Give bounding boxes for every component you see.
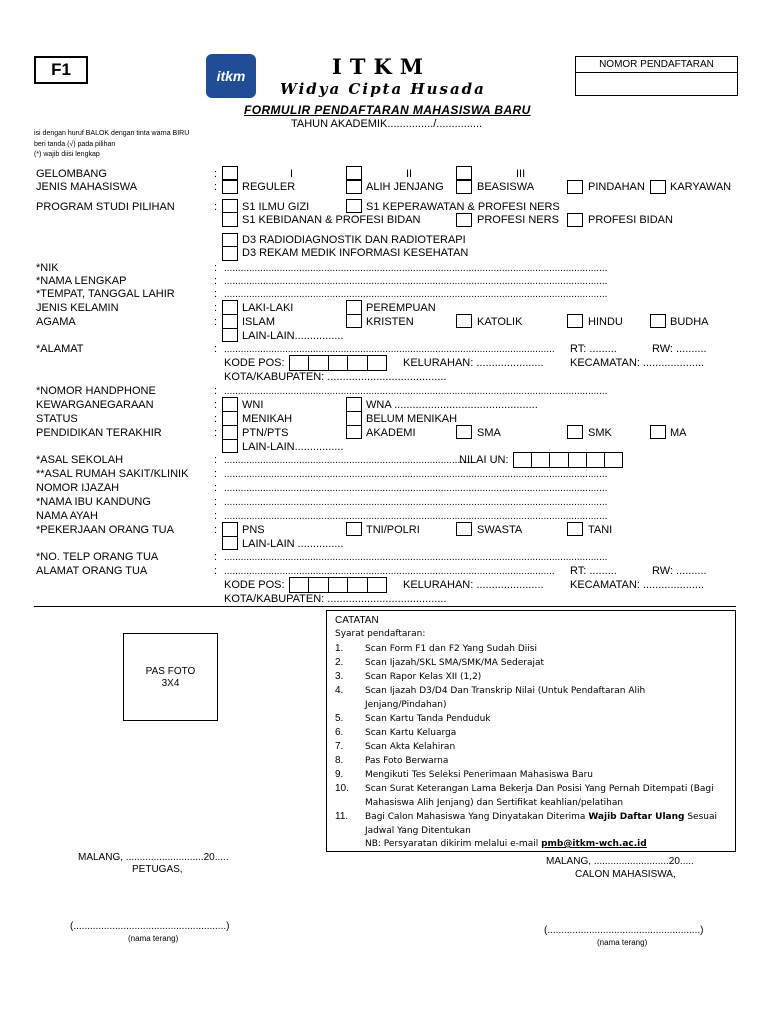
checkbox-reguler[interactable] [222, 180, 238, 194]
rw-field[interactable]: RW: .......... [652, 343, 707, 355]
instruction-2: beri tanda (√) pada pilihan [34, 141, 116, 148]
note-num: 5. [335, 713, 344, 724]
checkbox-smk[interactable] [567, 425, 583, 439]
note-item: Scan Ijazah D3/D4 Dan Transkrip Nilai (Untuk Pendaftaran Alih [365, 686, 646, 696]
colon: : [214, 288, 218, 300]
colon: : [214, 551, 218, 563]
label-jenis-kelamin: JENIS KELAMIN [36, 302, 119, 314]
reguler-label: REGULER [242, 181, 296, 193]
note-item: Mengikuti Tes Seleksi Penerimaan Mahasiswa Baru [365, 770, 594, 780]
right-place-date[interactable]: MALANG, ...........................20..... [546, 856, 694, 867]
kode-pos-boxes[interactable] [289, 355, 387, 371]
menikah-label: MENIKAH [242, 413, 293, 425]
label-telp-ortu: *NO. TELP ORANG TUA [36, 551, 159, 563]
checkbox-d3[interactable] [222, 233, 238, 261]
kota-ortu-field[interactable]: KOTA/KABUPATEN: ....................................... [224, 593, 447, 605]
kode-pos-label: KODE POS: [224, 357, 285, 369]
ma-label: MA [670, 427, 687, 439]
institution-subtitle: Widya Cipta Husada [280, 80, 486, 98]
colon: : [214, 302, 218, 314]
kelurahan-ortu-field[interactable]: KELURAHAN: ...................... [403, 579, 544, 591]
colon: : [214, 343, 218, 355]
label-status: STATUS [36, 413, 78, 425]
checkbox-swasta[interactable] [456, 522, 472, 536]
label-asal-rs: **ASAL RUMAH SAKIT/KLINIK [36, 468, 189, 480]
checkbox-budha[interactable] [650, 314, 666, 328]
nb-text: NB: Persyaratan dikirim melalui e-mail [365, 839, 539, 849]
photo-label: PAS FOTO [145, 666, 196, 677]
laki-laki-label: LAKI-LAKI [242, 302, 294, 314]
colon: : [214, 510, 218, 522]
checkbox-tani[interactable] [567, 522, 583, 536]
label-alamat-ortu: ALAMAT ORANG TUA [36, 565, 148, 577]
prodi-s1-kebidanan-label: S1 KEBIDANAN & PROFESI BIDAN [242, 214, 421, 226]
institution-name: ITKM [332, 54, 431, 79]
right-name-hint: (nama terang) [597, 938, 648, 947]
form-title: FORMULIR PENDAFTARAN MAHASISWA BARU [244, 103, 531, 117]
note-item: Scan Kartu Keluarga [365, 728, 457, 738]
note-item-text: Sesuai [687, 812, 718, 822]
checkbox-ma[interactable] [650, 425, 666, 439]
label-ttl: *TEMPAT, TANGGAL LAHIR [36, 288, 175, 300]
checkbox-profesi-ners[interactable] [456, 213, 472, 227]
label-program-studi: PROGRAM STUDI PILIHAN [36, 201, 175, 213]
checkbox-beasiswa[interactable] [456, 180, 472, 194]
label-kewarganegaraan: KEWARGANEGARAAN [36, 399, 154, 411]
note-item: Scan Rapor Kelas XII (1,2) [365, 672, 482, 682]
karyawan-label: KARYAWAN [670, 181, 732, 193]
ijazah-field[interactable]: .......................................................................................................................................... [224, 483, 608, 494]
note-item: Scan Ijazah/SKL SMA/SMK/MA Sederajat [365, 658, 544, 668]
note-item-cont: Jenjang/Pindahan) [365, 700, 447, 710]
tani-label: TANI [588, 524, 613, 536]
alih-jenjang-label: ALIH JENJANG [366, 181, 444, 193]
colon: : [214, 482, 218, 494]
pns-label: PNS [242, 524, 265, 536]
colon: : [214, 181, 218, 193]
pekerjaan-lain-label[interactable]: LAIN-LAIN ............... [242, 538, 344, 550]
label-pendidikan: PENDIDIKAN TERAKHIR [36, 427, 162, 439]
checkbox-laki-islam-lain[interactable] [222, 300, 238, 342]
right-sign-line[interactable]: (.......................................................) [544, 925, 704, 936]
colon: : [214, 385, 218, 397]
asal-sekolah-field[interactable]: .......................................................................................... [224, 455, 475, 466]
kode-pos-ortu-boxes[interactable] [289, 577, 387, 593]
kristen-label: KRISTEN [366, 316, 414, 328]
hp-field[interactable]: .......................................................................................................................................... [224, 386, 608, 397]
label-pekerjaan: *PEKERJAAN ORANG TUA [36, 524, 174, 536]
note-num: 3. [335, 671, 344, 682]
checkbox-karyawan[interactable] [650, 180, 666, 194]
checkbox-katolik[interactable] [456, 314, 472, 328]
label-jenis-mahasiswa: JENIS MAHASISWA [36, 181, 138, 193]
label-asal-sekolah: *ASAL SEKOLAH [36, 454, 124, 466]
checkbox-gelombang-3[interactable] [456, 166, 472, 180]
ayah-field[interactable]: .......................................................................................................................................... [224, 511, 608, 522]
colon: : [214, 427, 218, 439]
label-agama: AGAMA [36, 316, 76, 328]
checkbox-s1-gizi-kebidanan[interactable] [222, 199, 238, 227]
note-item: Scan Surat Keterangan Lama Bekerja Dan Posisi Yang Pernah Ditempati (Bagi [365, 784, 714, 794]
registration-number-box[interactable] [575, 56, 738, 96]
colon: : [214, 454, 218, 466]
gelombang-2-label: II [406, 168, 413, 180]
prodi-s1-gizi-label: S1 ILMU GIZI [242, 201, 310, 213]
islam-label: ISLAM [242, 316, 276, 328]
wna-label[interactable]: WNA ............................................... [366, 399, 538, 411]
nama-field[interactable]: .......................................................................................................................................... [224, 276, 608, 287]
note-item: Scan Kartu Tanda Penduduk [365, 714, 491, 724]
label-ijazah: NOMOR IJAZAH [36, 482, 120, 494]
ttl-field[interactable]: .......................................................................................................................................... [224, 289, 608, 300]
belum-menikah-label: BELUM MENIKAH [366, 413, 458, 425]
katolik-label: KATOLIK [477, 316, 523, 328]
notes-box [326, 610, 736, 852]
sma-label: SMA [477, 427, 501, 439]
smk-label: SMK [588, 427, 612, 439]
left-name-hint: (nama terang) [128, 934, 179, 943]
wni-label: WNI [242, 399, 264, 411]
note-item: Scan Form F1 dan F2 Yang Sudah Diisi [365, 644, 537, 654]
email-link[interactable]: pmb@itkm-wch.ac.id [541, 839, 647, 849]
prodi-profesi-bidan-label: PROFESI BIDAN [588, 214, 673, 226]
checkbox-profesi-bidan[interactable] [567, 213, 583, 227]
note-num: 8. [335, 755, 344, 766]
note-item-bold: Wajib Daftar Ulang [588, 812, 685, 822]
rw-ortu-field[interactable]: RW: .......... [652, 565, 707, 577]
colon: : [214, 316, 218, 328]
colon: : [214, 399, 218, 411]
kelurahan-field[interactable]: KELURAHAN: ...................... [403, 357, 544, 369]
asal-rs-field[interactable]: .......................................................................................................................................... [224, 469, 608, 480]
checkbox-s1-keperawatan[interactable] [346, 199, 362, 213]
notes-title: CATATAN [335, 615, 379, 626]
nilai-un-label: NILAI UN: [459, 454, 509, 466]
prodi-profesi-ners-label: PROFESI NERS [477, 214, 559, 226]
photo-box[interactable] [123, 633, 218, 721]
telp-ortu-field[interactable]: .......................................................................................................................................... [224, 552, 608, 563]
perempuan-label: PEREMPUAN [366, 302, 436, 314]
label-nik: *NIK [36, 262, 59, 274]
colon: : [214, 468, 218, 480]
note-num: 11. [335, 811, 349, 822]
colon: : [214, 413, 218, 425]
note-item-cont: Mahasiswa Alih Jenjang) dan Sertifikat keahlian/pelatihan [365, 798, 624, 808]
note-num: 6. [335, 727, 344, 738]
kode-pos-ortu-label: KODE POS: [224, 579, 285, 591]
rt-field[interactable]: RT: ......... [570, 343, 617, 355]
colon: : [214, 201, 218, 213]
instruction-1: isi dengan huruf BALOK dengan tinta warna BIRU [34, 130, 190, 137]
note-item-text: Bagi Calon Mahasiswa Yang Dinyatakan Diterima [365, 812, 586, 822]
left-sign-line[interactable]: (.......................................................) [70, 921, 230, 932]
left-place-date[interactable]: MALANG, ............................20..... [78, 852, 229, 863]
note-item [365, 812, 717, 823]
ptn-pts-label: PTN/PTS [242, 427, 289, 439]
prodi-d3-radio-label: D3 RADIODIAGNOSTIK DAN RADIOTERAPI [242, 234, 466, 246]
pindahan-label: PINDAHAN [588, 181, 645, 193]
notes-subtitle: Syarat pendaftaran: [335, 629, 426, 639]
beasiswa-label: BEASISWA [477, 181, 535, 193]
label-ayah: NAMA AYAH [36, 510, 98, 522]
ibu-field[interactable]: .......................................................................................................................................... [224, 497, 608, 508]
budha-label: BUDHA [670, 316, 709, 328]
right-role: CALON MAHASISWA, [575, 869, 676, 880]
agama-lain-label[interactable]: LAIN-LAIN................ [242, 330, 344, 342]
note-item: Scan Akta Kelahiran [365, 742, 456, 752]
note-num: 1. [335, 643, 344, 654]
alamat-ortu-field[interactable]: ....................................................................................................................... [224, 566, 555, 577]
tni-polri-label: TNI/POLRI [366, 524, 420, 536]
note-num: 7. [335, 741, 344, 752]
label-gelombang: GELOMBANG [36, 168, 107, 180]
pendidikan-lain-label[interactable]: LAIN-LAIN................ [242, 441, 344, 453]
left-role: PETUGAS, [132, 864, 183, 875]
kecamatan-ortu-field[interactable]: KECAMATAN: .................... [570, 579, 705, 591]
note-num: 10. [335, 783, 349, 794]
checkbox-alih-jenjang[interactable] [346, 180, 362, 194]
academic-year[interactable]: TAHUN AKADEMIK.............../............... [291, 118, 483, 130]
note-item-cont: Jadwal Yang Ditentukan [365, 826, 471, 836]
prodi-d3-rmik-label: D3 REKAM MEDIK INFORMASI KESEHATAN [242, 247, 469, 259]
label-alamat: *ALAMAT [36, 343, 84, 355]
registration-number-label: NOMOR PENDAFTARAN [576, 57, 737, 73]
logo [206, 54, 256, 98]
checkbox-hindu[interactable] [567, 314, 583, 328]
akademi-label: AKADEMI [366, 427, 416, 439]
colon: : [214, 168, 218, 180]
gelombang-1-label: I [290, 168, 294, 180]
colon: : [214, 275, 218, 287]
instruction-3: (*) wajib diisi lengkap [34, 151, 100, 158]
divider [34, 606, 736, 607]
checkbox-gelombang-2[interactable] [346, 166, 362, 180]
checkbox-gelombang-1[interactable] [222, 166, 238, 180]
label-hp: *NOMOR HANDPHONE [36, 385, 156, 397]
hindu-label: HINDU [588, 316, 623, 328]
colon: : [214, 262, 218, 274]
checkbox-sma[interactable] [456, 425, 472, 439]
rt-ortu-field[interactable]: RT: ......... [570, 565, 617, 577]
label-nama: *NAMA LENGKAP [36, 275, 127, 287]
logo-text: itkm [216, 68, 246, 84]
colon: : [214, 496, 218, 508]
colon: : [214, 565, 218, 577]
colon: : [214, 524, 218, 536]
gelombang-3-label: III [516, 168, 526, 180]
note-item: Pas Foto Berwarna [365, 756, 449, 766]
note-num: 2. [335, 657, 344, 668]
note-num: 4. [335, 685, 344, 696]
checkbox-wna-belum-akademi[interactable] [346, 397, 362, 439]
note-num: 9. [335, 769, 344, 780]
swasta-label: SWASTA [477, 524, 523, 536]
notes-nb [365, 839, 647, 850]
prodi-s1-keperawatan-label: S1 KEPERAWATAN & PROFESI NERS [366, 201, 560, 213]
checkbox-pindahan[interactable] [567, 180, 583, 194]
kecamatan-field[interactable]: KECAMATAN: .................... [570, 357, 705, 369]
nilai-un-boxes[interactable] [513, 452, 623, 468]
label-ibu: *NAMA IBU KANDUNG [36, 496, 151, 508]
kota-field[interactable]: KOTA/KABUPATEN: ....................................... [224, 371, 447, 383]
alamat-field[interactable]: ....................................................................................................................... [224, 344, 555, 355]
photo-size: 3X4 [161, 678, 180, 689]
checkbox-tni-polri[interactable] [346, 522, 362, 536]
form-code: F1 [34, 56, 88, 84]
nik-field[interactable]: .......................................................................................................................................... [224, 263, 608, 274]
